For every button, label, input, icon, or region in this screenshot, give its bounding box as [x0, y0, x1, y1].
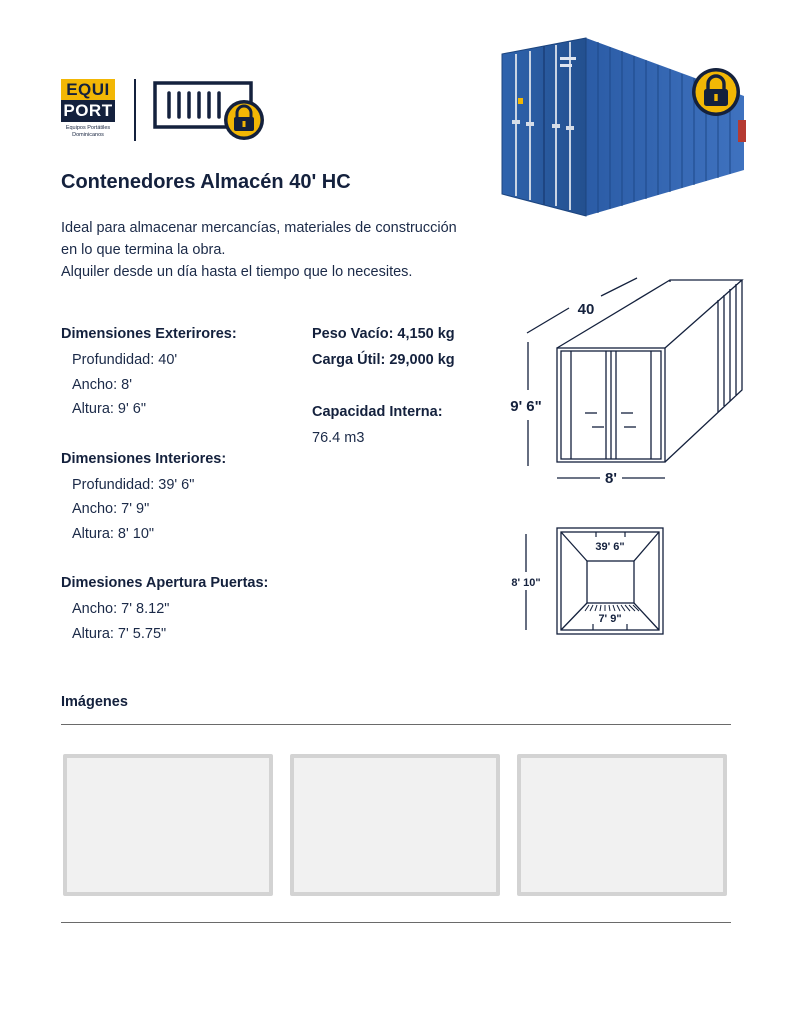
exterior-height: Altura: 9' 6"	[72, 401, 147, 417]
door-width: Ancho: 7' 8.12"	[72, 601, 170, 617]
page-title: Contenedores Almacén 40' HC	[61, 171, 351, 193]
intro-line-3: Alquiler desde un día hasta el tiempo que lo necesites.	[61, 264, 413, 280]
image-thumbnail-1[interactable]	[63, 754, 273, 896]
intro-line-1: Ideal para almacenar mercancías, materiales de construcción	[61, 220, 457, 236]
exterior-depth: Profundidad: 40'	[72, 352, 178, 368]
intro-text	[61, 217, 511, 283]
intro-line-2: en lo que termina la obra.	[61, 242, 226, 258]
door-heading: Dimesiones Apertura Puertas:	[61, 575, 269, 591]
interior-height-label: 8' 10"	[511, 577, 541, 589]
diagram-height-label: 9' 6"	[510, 398, 542, 415]
capacity-label: Capacidad Interna:	[312, 404, 443, 420]
capacity-value: 76.4 m3	[312, 430, 365, 446]
diagram-width-label: 8'	[605, 470, 617, 487]
interior-height: Altura: 8' 10"	[72, 526, 155, 542]
images-bottom-divider	[61, 922, 731, 923]
door-height: Altura: 7' 5.75"	[72, 626, 167, 642]
image-thumbnail-2[interactable]	[290, 754, 500, 896]
container-padlock-icon	[152, 79, 270, 146]
empty-weight: Peso Vacío: 4,150 kg	[312, 326, 455, 342]
logo-divider	[134, 79, 136, 141]
logo-tagline	[61, 125, 115, 138]
interior-width-label: 7' 9"	[598, 613, 622, 625]
images-section-title: Imágenes	[61, 694, 128, 710]
interior-width: Ancho: 7' 9"	[72, 501, 150, 517]
exterior-width: Ancho: 8'	[72, 377, 133, 393]
logo-port-text: PORT	[61, 100, 115, 122]
brand-logo	[61, 79, 115, 138]
container-photo	[498, 30, 750, 225]
logo-equi-text: EQUI	[61, 79, 115, 100]
exterior-heading: Dimensiones Exterirores:	[61, 326, 237, 342]
interior-dimension-diagram	[505, 522, 670, 647]
interior-depth-label: 39' 6"	[595, 541, 625, 553]
images-top-divider	[61, 724, 731, 725]
interior-depth: Profundidad: 39' 6"	[72, 477, 195, 493]
diagram-length-label: 40	[577, 301, 595, 318]
exterior-dimension-diagram	[500, 270, 750, 495]
interior-heading: Dimensiones Interiores:	[61, 451, 227, 467]
logo-tagline-line2: Dominicanos	[72, 131, 104, 138]
image-thumbnail-3[interactable]	[517, 754, 727, 896]
logo-tagline-line1: Equipos Portátiles	[65, 125, 111, 131]
payload-weight: Carga Útil: 29,000 kg	[312, 352, 455, 368]
